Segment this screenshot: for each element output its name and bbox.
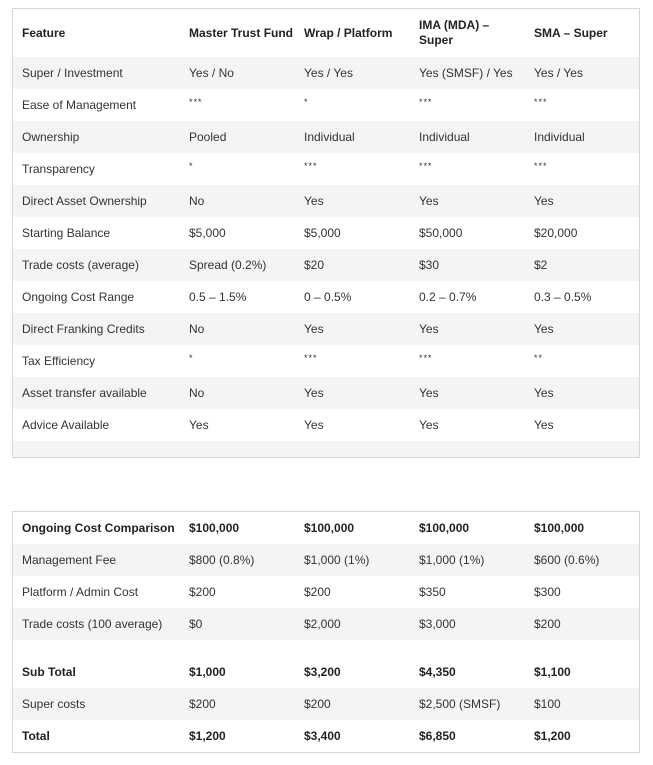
table-cell: Total [22, 728, 50, 743]
table-cell: $30 [419, 257, 440, 272]
header-cell: Master Trust Fund [189, 25, 294, 40]
table-cell: *** [419, 352, 433, 363]
table-cell: $300 [534, 584, 561, 599]
feature-comparison-table [12, 8, 640, 458]
table-cell: Yes [304, 321, 324, 336]
table-row [13, 377, 639, 409]
table-cell: Yes / No [189, 65, 234, 80]
table-cell: $600 (0.6%) [534, 552, 600, 567]
table-cell: * [189, 352, 194, 363]
table-cell: Ease of Management [22, 97, 137, 112]
table-cell: Ongoing Cost Range [22, 289, 135, 304]
table-cell: Yes [304, 193, 324, 208]
table-cell: $2,500 (SMSF) [419, 696, 501, 711]
table-cell: $3,200 [304, 664, 341, 679]
table-cell: $2 [534, 257, 548, 272]
table-cell: Tax Efficiency [22, 353, 96, 368]
cost-comparison-table [12, 511, 640, 753]
table-cell: Management Fee [22, 552, 117, 567]
table-cell: No [189, 321, 205, 336]
table-cell: $0 [189, 616, 203, 631]
table-cell: Yes [534, 385, 554, 400]
table-cell: Yes / Yes [534, 65, 583, 80]
table-cell: $1,200 [189, 728, 226, 743]
table-cell: Trade costs (100 average) [22, 616, 163, 631]
table-row [13, 313, 639, 345]
table-cell: Yes [419, 321, 439, 336]
table-cell: $1,000 (1%) [419, 552, 485, 567]
table-cell: Yes [534, 321, 554, 336]
table-cell: No [189, 385, 205, 400]
table-cell: Platform / Admin Cost [22, 584, 139, 599]
header-cell: Feature [22, 25, 66, 40]
table-cell: $20 [304, 257, 325, 272]
table-cell: $4,350 [419, 664, 456, 679]
table-footer-spacer [13, 441, 639, 457]
table-body [13, 57, 639, 441]
table-cell: Yes / Yes [304, 65, 353, 80]
super-costs-row [13, 688, 639, 720]
table-header-row [13, 512, 639, 544]
table-row [13, 217, 639, 249]
table-cell: $5,000 [189, 225, 226, 240]
table-row [13, 249, 639, 281]
table-cell: $5,000 [304, 225, 341, 240]
table-row [13, 576, 639, 608]
table-cell: Transparency [22, 161, 95, 176]
header-cell: IMA (MDA) – Super [419, 18, 490, 47]
table-cell: Spread (0.2%) [189, 257, 267, 272]
table-row [13, 345, 639, 377]
table-cell: Yes [419, 385, 439, 400]
header-cell: Wrap / Platform [304, 25, 393, 40]
total-row [13, 720, 639, 752]
table-cell: $1,000 (1%) [304, 552, 370, 567]
table-cell: $800 (0.8%) [189, 552, 255, 567]
table-cell: $3,000 [419, 616, 456, 631]
table-cell: *** [304, 160, 318, 171]
table-cell: 0 – 0.5% [304, 289, 352, 304]
table-row [13, 121, 639, 153]
header-cell: $100,000 [189, 520, 240, 535]
table-cell: $2,000 [304, 616, 341, 631]
table-row [13, 608, 639, 640]
table-row [13, 185, 639, 217]
table-cell: Starting Balance [22, 225, 111, 240]
table-cell: ** [534, 352, 544, 363]
table-cell: $200 [304, 584, 331, 599]
table-cell: Advice Available [22, 417, 110, 432]
table-cell: Yes [304, 417, 324, 432]
table-cell: Individual [304, 129, 355, 144]
table-cell: Yes [189, 417, 209, 432]
table-cell: $200 [189, 696, 216, 711]
table-cell: 0.3 – 0.5% [534, 289, 592, 304]
table-cell: Yes [304, 385, 324, 400]
table-row [13, 281, 639, 313]
table-cell: Sub Total [22, 664, 76, 679]
header-cell: Ongoing Cost Comparison [22, 520, 175, 535]
table-cell: *** [304, 352, 318, 363]
table-cell: $1,000 [189, 664, 226, 679]
table-cell: *** [534, 160, 548, 171]
table-cell: 0.5 – 1.5% [189, 289, 247, 304]
table-row [13, 409, 639, 441]
table-body [13, 544, 639, 640]
table-header-row [13, 9, 639, 57]
table-cell: Asset transfer available [22, 385, 147, 400]
table-cell: Direct Franking Credits [22, 321, 145, 336]
table-cell: *** [534, 96, 548, 107]
table-row [13, 57, 639, 89]
table-cell: $200 [304, 696, 331, 711]
table-cell: 0.2 – 0.7% [419, 289, 477, 304]
header-cell: $100,000 [304, 520, 355, 535]
table-cell: No [189, 193, 205, 208]
table-cell: Super costs [22, 696, 86, 711]
table-cell: Yes [419, 193, 439, 208]
table-cell: Yes (SMSF) / Yes [419, 65, 513, 80]
table-cell: *** [189, 96, 203, 107]
subtotal-row [13, 656, 639, 688]
table-cell: Yes [534, 193, 554, 208]
table-cell: $50,000 [419, 225, 463, 240]
table-spacer [13, 640, 639, 656]
table-cell: Individual [419, 129, 470, 144]
table-cell: Yes [534, 417, 554, 432]
table-cell: $6,850 [419, 728, 456, 743]
table-cell: Individual [534, 129, 585, 144]
table-row [13, 544, 639, 576]
header-cell: $100,000 [419, 520, 470, 535]
table-cell: Trade costs (average) [22, 257, 139, 272]
table-cell: $1,100 [534, 664, 571, 679]
table-cell: $3,400 [304, 728, 341, 743]
table-cell: *** [419, 160, 433, 171]
table-cell: Yes [419, 417, 439, 432]
table-cell: *** [419, 96, 433, 107]
table-cell: Direct Asset Ownership [22, 193, 147, 208]
table-row [13, 89, 639, 121]
table-cell: $350 [419, 584, 446, 599]
table-cell: $100 [534, 696, 561, 711]
header-cell: $100,000 [534, 520, 585, 535]
table-cell: Super / Investment [22, 65, 123, 80]
table-cell: Ownership [22, 129, 80, 144]
table-row [13, 153, 639, 185]
table-cell: $1,200 [534, 728, 571, 743]
table-cell: Pooled [189, 129, 227, 144]
table-cell: $200 [189, 584, 216, 599]
table-cell: $200 [534, 616, 561, 631]
table-cell: * [304, 96, 309, 107]
table-cell: * [189, 160, 194, 171]
header-cell: SMA – Super [534, 25, 608, 40]
table-cell: $20,000 [534, 225, 578, 240]
